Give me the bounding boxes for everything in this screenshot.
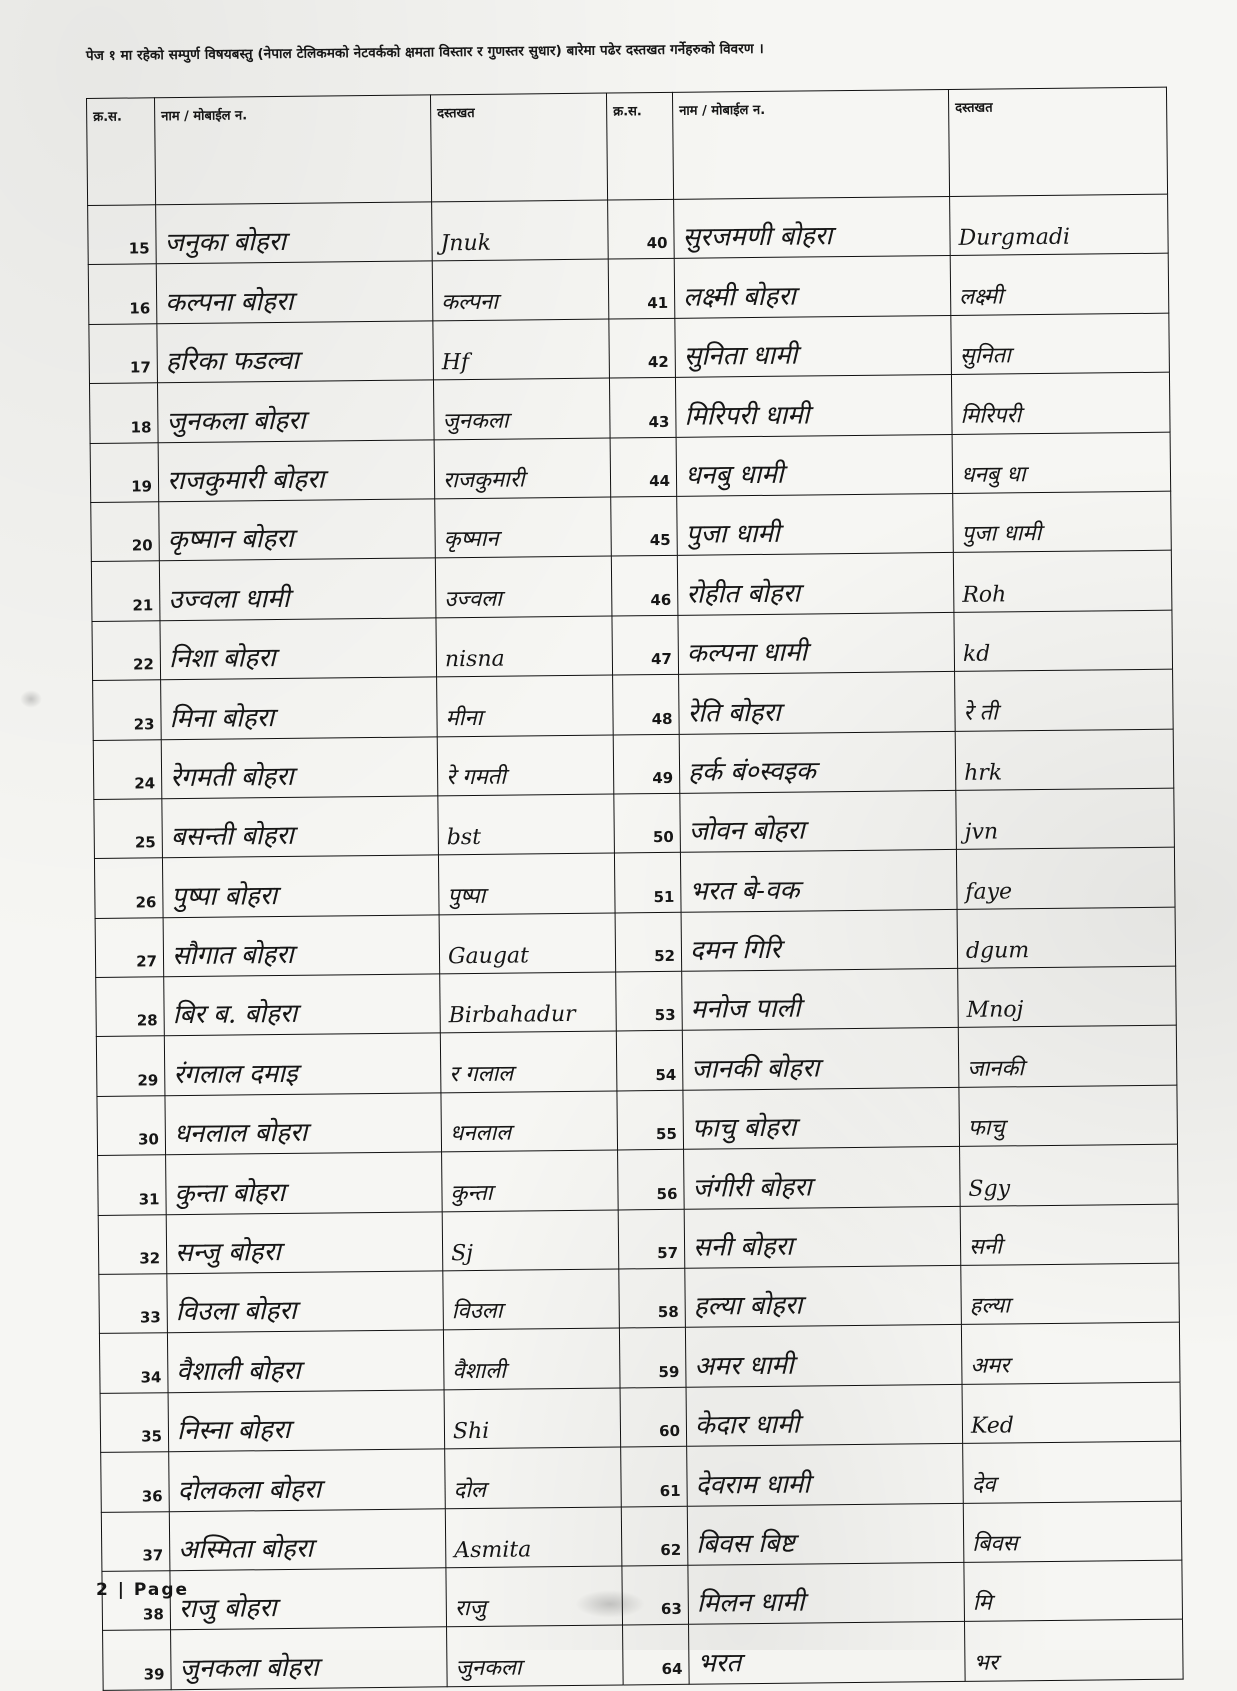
page-footer: 2 | Page	[96, 1580, 190, 1600]
name-cell: निस्ना बोहरा	[168, 1390, 445, 1452]
name-cell: पुजा धामी	[677, 493, 954, 555]
name-cell: उज्वला धामी	[159, 558, 436, 620]
signature-cell: दोल	[445, 1447, 622, 1508]
name-cell: कृष्मान बोहरा	[159, 499, 436, 561]
signature-cell: Shi	[444, 1388, 621, 1449]
ink-smudge	[20, 690, 42, 708]
name-cell: मिना बोहरा	[161, 677, 438, 739]
serial-number: 37	[101, 1511, 170, 1571]
serial-number: 54	[616, 1031, 683, 1091]
name-cell: जनुका बोहरा	[156, 202, 433, 264]
name-cell: अमर धामी	[685, 1325, 962, 1387]
signature-cell: कृष्मान	[435, 497, 612, 558]
table-header-row	[87, 87, 1168, 205]
signature-cell: bst	[438, 794, 615, 855]
signature-cell: फाचु	[959, 1085, 1178, 1147]
signature-cell: जानकी	[958, 1026, 1177, 1088]
serial-number: 22	[92, 620, 161, 680]
signature-cell: सुनिता	[951, 313, 1170, 375]
name-cell: मनोज पाली	[682, 968, 959, 1030]
name-cell: धनबु धामी	[676, 434, 953, 496]
signature-cell: र गलाल	[440, 1031, 617, 1092]
serial-number: 27	[95, 917, 164, 977]
signature-cell: faye	[956, 847, 1175, 909]
signature-cell: Jnuk	[432, 200, 609, 261]
name-cell: रंगलाल दमाइ	[164, 1033, 441, 1095]
serial-number: 18	[89, 383, 158, 443]
name-cell: बसन्ती बोहरा	[162, 796, 439, 858]
name-cell: लक्ष्मी बोहरा	[674, 256, 951, 318]
serial-number: 35	[100, 1393, 169, 1453]
col-header-signature: दस्तखत	[948, 87, 1167, 196]
signature-cell: धनलाल	[441, 1091, 618, 1152]
serial-number: 63	[622, 1565, 689, 1625]
name-cell: भरत बे-वक	[680, 850, 957, 912]
serial-number: 53	[616, 971, 683, 1031]
signature-cell: Asmita	[445, 1507, 622, 1568]
serial-number: 32	[98, 1214, 167, 1274]
serial-number: 26	[94, 858, 163, 918]
name-cell: राजु बोहरा	[170, 1568, 447, 1630]
serial-number: 31	[98, 1155, 167, 1215]
name-cell: दमन गिरि	[681, 909, 958, 971]
signature-cell: सनी	[960, 1204, 1179, 1266]
name-cell: हल्या बोहरा	[685, 1265, 962, 1327]
serial-number: 42	[609, 318, 676, 378]
serial-number: 57	[618, 1209, 685, 1269]
name-cell: मिरिपरी धामी	[675, 375, 952, 437]
signature-cell: nisna	[436, 616, 613, 677]
name-cell: दोलकला बोहरा	[169, 1449, 446, 1511]
signature-cell: राजकुमारी	[434, 438, 611, 499]
signature-cell: जुनकला	[433, 378, 610, 439]
name-cell: अस्मिता बोहरा	[169, 1508, 446, 1570]
serial-number: 44	[610, 437, 677, 497]
signature-cell: अमर	[961, 1323, 1180, 1385]
col-header-sn: क्र.स.	[606, 92, 673, 200]
name-cell: सुनिता धामी	[675, 315, 952, 377]
signature-cell: वैशाली	[443, 1328, 620, 1389]
name-cell: सुरजमणी बोहरा	[674, 196, 951, 258]
signature-cell: मीना	[437, 675, 614, 736]
signature-cell: पुष्पा	[438, 853, 615, 914]
serial-number: 34	[99, 1333, 168, 1393]
serial-number: 62	[621, 1506, 688, 1566]
signature-cell: Mnoj	[958, 966, 1177, 1028]
name-cell: रेगमती बोहरा	[161, 736, 438, 798]
serial-number: 50	[614, 793, 681, 853]
col-header-sn: क्र.स.	[87, 98, 156, 206]
serial-number: 16	[88, 264, 157, 324]
name-cell: कल्पना बोहरा	[156, 261, 433, 323]
serial-number: 24	[93, 739, 162, 799]
serial-number: 45	[611, 496, 678, 556]
name-cell: केदार धामी	[686, 1384, 963, 1446]
serial-number: 29	[96, 1036, 165, 1096]
signature-cell: dgum	[957, 907, 1176, 969]
name-cell: जंगीरी बोहरा	[684, 1147, 961, 1209]
serial-number: 61	[621, 1446, 688, 1506]
serial-number: 64	[623, 1625, 690, 1685]
serial-number: 46	[611, 556, 678, 616]
serial-number: 23	[93, 680, 162, 740]
signature-cell: Sj	[442, 1210, 619, 1271]
col-header-signature: दस्तखत	[430, 93, 607, 202]
name-cell: सनी बोहरा	[684, 1206, 961, 1268]
signature-cell: धनबु धा	[952, 432, 1171, 494]
signature-cell: मिरिपरी	[951, 372, 1170, 434]
signature-cell: भर	[965, 1619, 1184, 1681]
signature-cell: रे गमती	[437, 735, 614, 796]
signature-cell: जुनकला	[447, 1625, 624, 1686]
col-header-name: नाम / मोबाईल न.	[672, 89, 949, 199]
name-cell: रेति बोहरा	[679, 672, 956, 734]
signature-cell: बिवस	[963, 1501, 1182, 1563]
serial-number: 39	[103, 1630, 172, 1690]
signature-cell: लक्ष्मी	[950, 254, 1169, 316]
signature-cell: Roh	[953, 551, 1172, 613]
signature-cell: Gaugat	[439, 913, 616, 974]
signature-cell: पुजा धामी	[953, 491, 1172, 553]
signature-cell: देव	[963, 1441, 1182, 1503]
serial-number: 48	[613, 674, 680, 734]
serial-number: 47	[612, 615, 679, 675]
serial-number: 58	[619, 1268, 686, 1328]
serial-number: 17	[89, 324, 158, 384]
signature-rows	[88, 194, 1183, 1690]
signature-cell: jvn	[956, 788, 1175, 850]
serial-number: 60	[620, 1387, 687, 1447]
serial-number: 51	[614, 853, 681, 913]
name-cell: कुन्ता बोहरा	[166, 1152, 443, 1214]
name-cell: सन्जु बोहरा	[166, 1211, 443, 1273]
name-cell: विउला बोहरा	[167, 1271, 444, 1333]
signature-cell: Hf	[433, 319, 610, 380]
signature-cell: kd	[954, 610, 1173, 672]
serial-number: 20	[91, 502, 160, 562]
serial-number: 15	[88, 205, 157, 265]
signature-cell: राजु	[446, 1566, 623, 1627]
serial-number: 36	[101, 1452, 170, 1512]
col-header-name: नाम / मोबाईल न.	[155, 95, 432, 205]
table-row	[103, 1619, 1184, 1690]
serial-number: 30	[97, 1096, 166, 1156]
page-heading: पेज १ मा रहेको सम्पुर्ण विषयबस्तु (नेपाल टेलिकमको नेटवर्कको क्षमता विस्तार र गुणस्तर सुधार) बारेमा पढेर दस्तखत गर्नेहरुको विवरण ।	[85, 40, 764, 64]
serial-number: 38	[102, 1571, 171, 1631]
name-cell: राजकुमारी बोहरा	[158, 439, 435, 501]
signature-cell: Sgy	[960, 1144, 1179, 1206]
name-cell: धनलाल बोहरा	[165, 1093, 442, 1155]
signature-cell: हल्या	[961, 1263, 1180, 1325]
name-cell: हरिका फडल्वा	[157, 321, 434, 383]
signature-cell: Durgmadi	[950, 194, 1169, 256]
name-cell: जोवन बोहरा	[680, 790, 957, 852]
signature-cell: hrk	[955, 729, 1174, 791]
serial-number: 56	[618, 1150, 685, 1210]
name-cell: बिर ब. बोहरा	[164, 974, 441, 1036]
name-cell: मिलन धामी	[688, 1562, 965, 1624]
signature-cell: Ked	[962, 1382, 1181, 1444]
serial-number: 49	[613, 734, 680, 794]
signature-cell: विउला	[443, 1269, 620, 1330]
serial-number: 55	[617, 1090, 684, 1150]
serial-number: 19	[90, 442, 159, 502]
signature-cell: उज्वला	[435, 556, 612, 617]
signature-cell: कल्पना	[432, 259, 609, 320]
name-cell: बिवस बिष्ट	[687, 1503, 964, 1565]
serial-number: 40	[608, 199, 675, 259]
signature-table	[86, 87, 1184, 1691]
name-cell: कल्पना धामी	[678, 612, 955, 674]
serial-number: 25	[94, 799, 163, 859]
name-cell: रोहीत बोहरा	[677, 553, 954, 615]
name-cell: जानकी बोहरा	[682, 1028, 959, 1090]
name-cell: निशा बोहरा	[160, 618, 437, 680]
name-cell: सौगात बोहरा	[163, 915, 440, 977]
name-cell: हर्क बं०स्वइक	[679, 731, 956, 793]
name-cell: देवराम धामी	[687, 1444, 964, 1506]
signature-cell: रे ती	[955, 669, 1174, 731]
name-cell: जुनकला बोहरा	[157, 380, 434, 442]
name-cell: पुष्पा बोहरा	[162, 855, 439, 917]
serial-number: 41	[608, 259, 675, 319]
serial-number: 43	[609, 378, 676, 438]
serial-number: 21	[91, 561, 160, 621]
serial-number: 33	[99, 1274, 168, 1334]
signature-cell: कुन्ता	[442, 1150, 619, 1211]
serial-number: 59	[619, 1328, 686, 1388]
name-cell: जुनकला बोहरा	[171, 1627, 448, 1689]
name-cell: वैशाली बोहरा	[167, 1330, 444, 1392]
serial-number: 28	[96, 977, 165, 1037]
signature-cell: मि	[964, 1560, 1183, 1622]
name-cell: फाचु बोहरा	[683, 1087, 960, 1149]
signature-cell: Birbahadur	[440, 972, 617, 1033]
name-cell: भरत	[689, 1622, 966, 1684]
serial-number: 52	[615, 912, 682, 972]
